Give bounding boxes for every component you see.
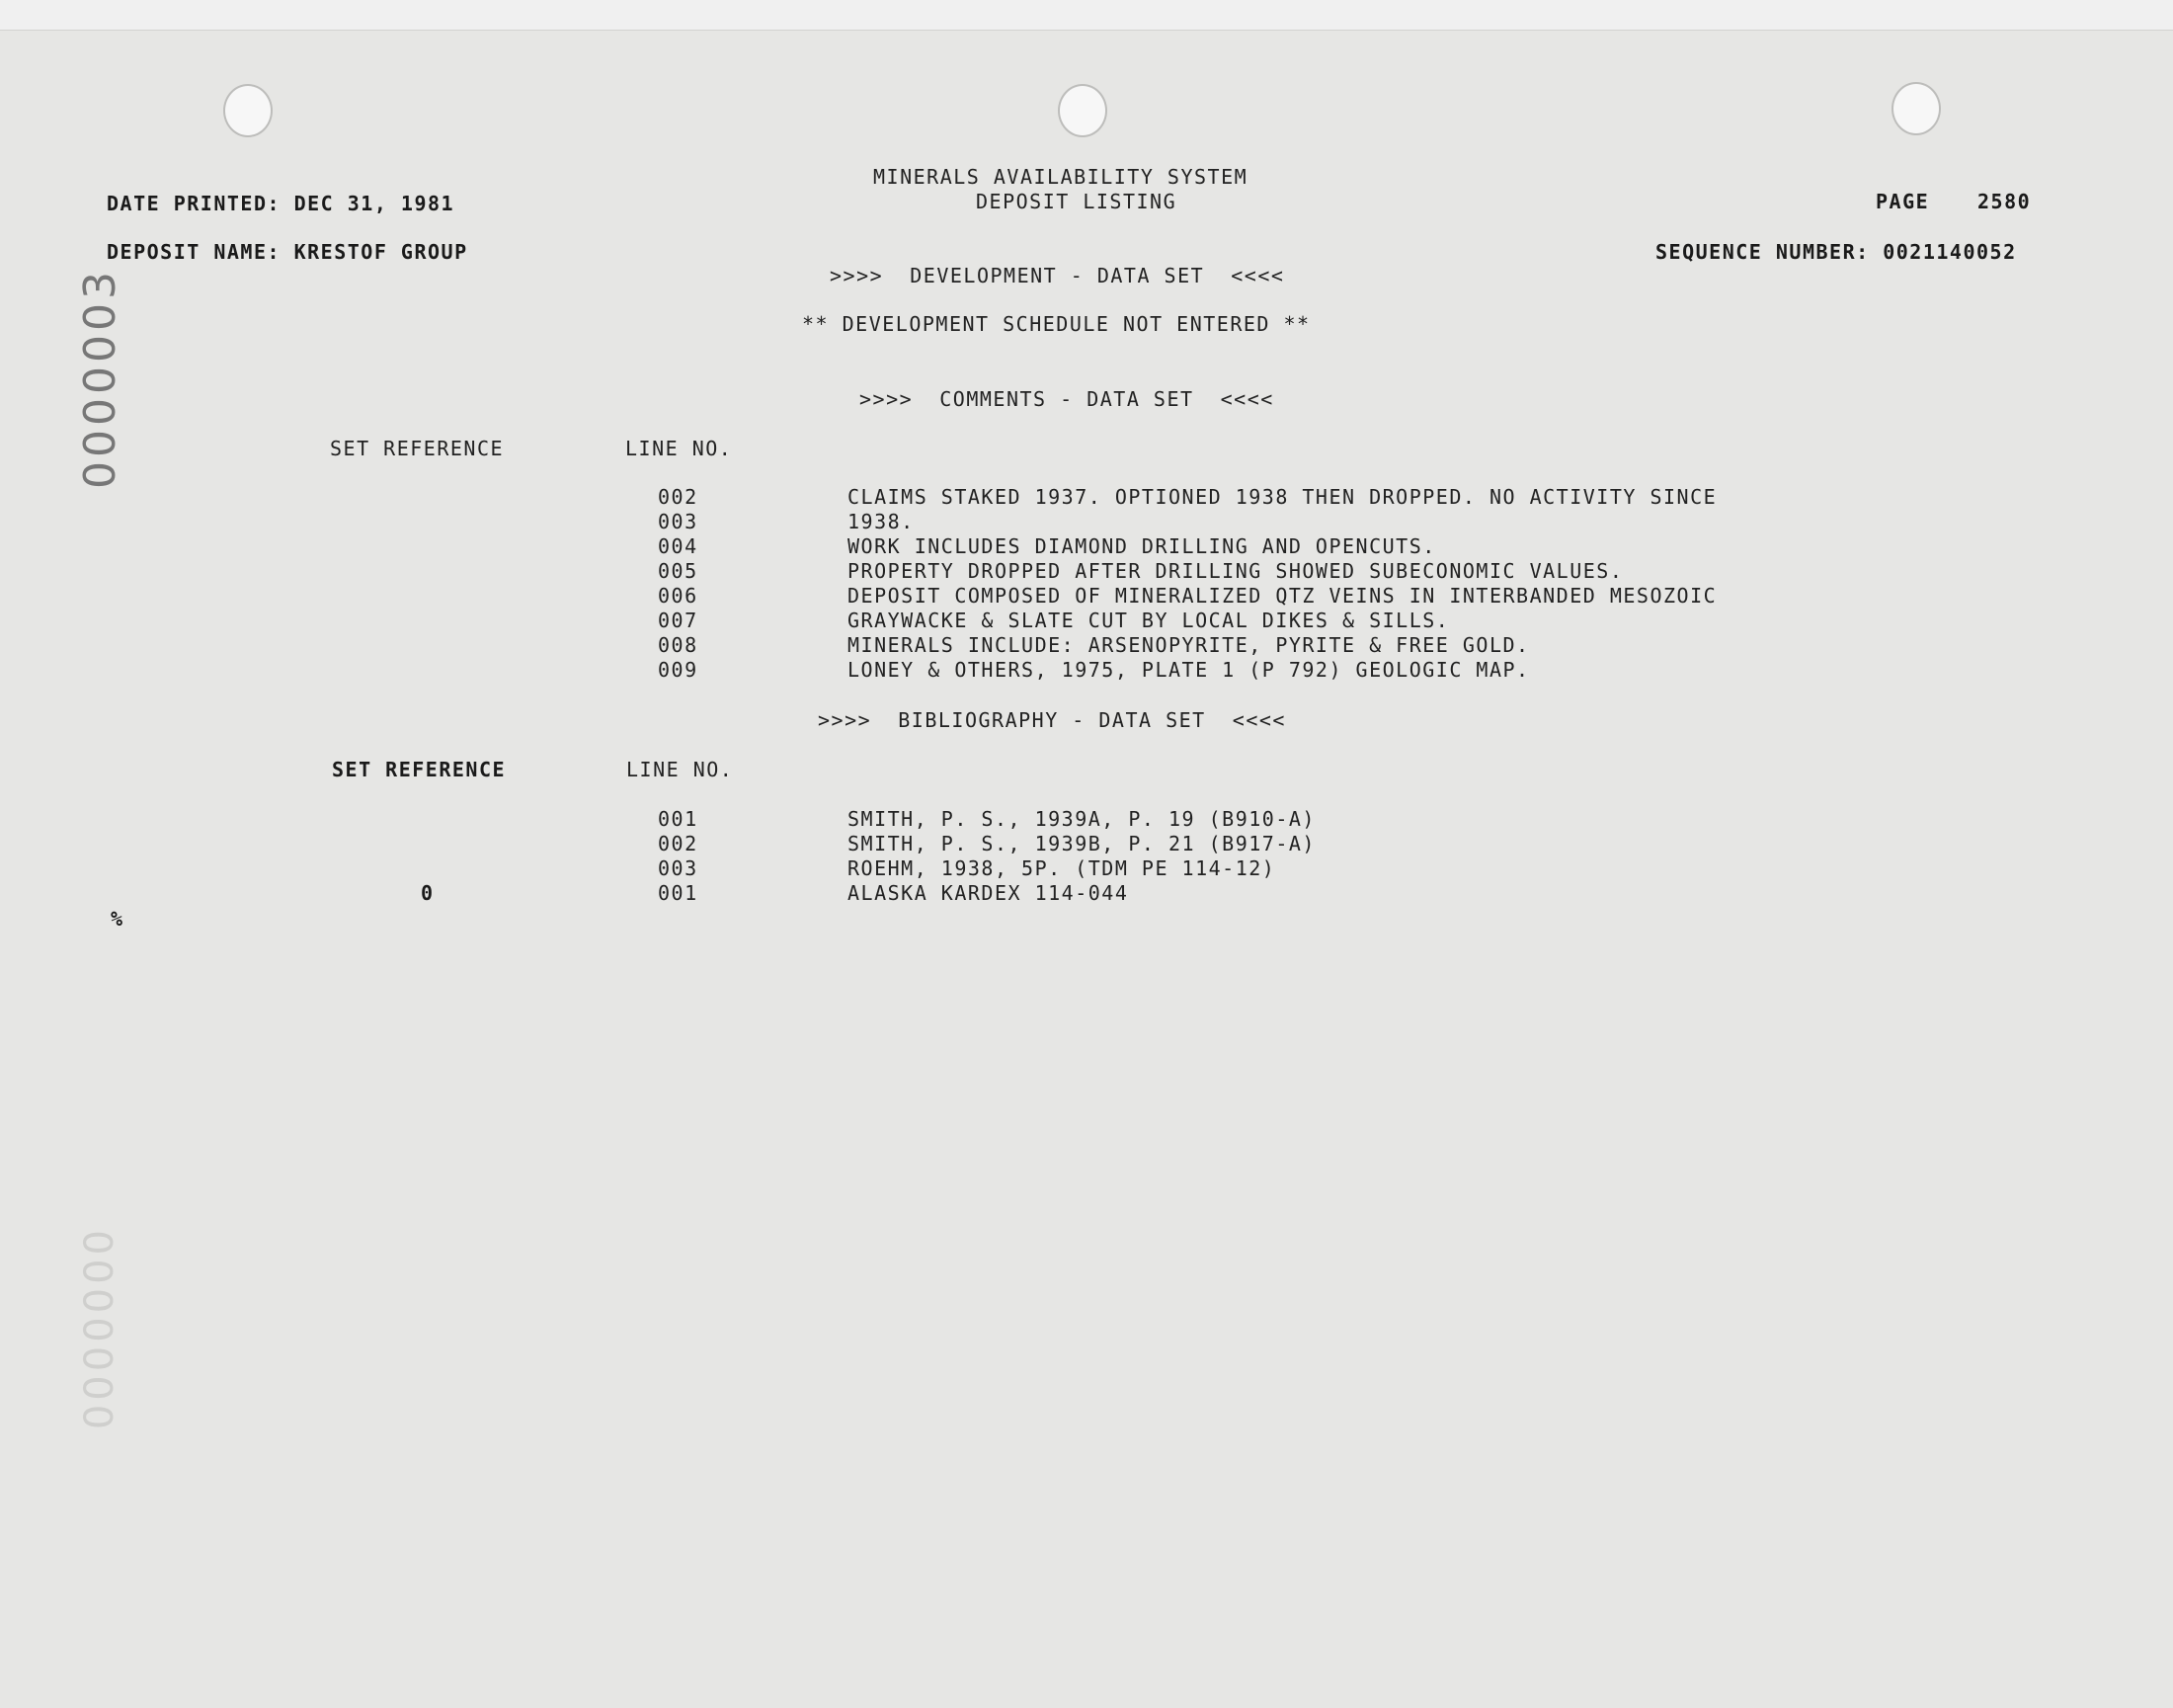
footer-mark: % [111,907,124,931]
comments-col-set-reference: SET REFERENCE [330,437,505,460]
line-number: 002 [658,832,698,855]
comment-text: GRAYWACKE & SLATE CUT BY LOCAL DIKES & SILLS. [847,609,1450,632]
line-number: 004 [658,534,698,558]
development-note: ** DEVELOPMENT SCHEDULE NOT ENTERED ** [802,312,1311,336]
development-heading: >>>> DEVELOPMENT - DATA SET <<<< [830,264,1285,287]
line-number: 009 [658,658,698,682]
system-title: MINERALS AVAILABILITY SYSTEM [873,165,1248,189]
line-number: 003 [658,510,698,533]
comment-text: PROPERTY DROPPED AFTER DRILLING SHOWED SUBECONOMIC VALUES. [847,559,1624,583]
comment-text: 1938. [847,510,915,533]
comment-text: DEPOSIT COMPOSED OF MINERALIZED QTZ VEINS IN INTERBANDED MESOZOIC [847,584,1718,608]
line-number: 005 [658,559,698,583]
line-number: 002 [658,485,698,509]
punch-hole-right [1891,82,1941,135]
comments-col-line-no: LINE NO. [625,437,733,460]
comment-text: CLAIMS STAKED 1937. OPTIONED 1938 THEN DROPPED. NO ACTIVITY SINCE [847,485,1718,509]
line-number: 001 [658,881,698,905]
punch-hole-left [223,84,273,137]
comment-text: LONEY & OTHERS, 1975, PLATE 1 (P 792) GEOLOGIC MAP. [847,658,1530,682]
punch-hole-center [1058,84,1107,137]
citation-text: SMITH, P. S., 1939B, P. 21 (B917-A) [847,832,1316,855]
margin-stamp-faint: 0000000 [77,1226,122,1430]
citation-text: SMITH, P. S., 1939A, P. 19 (B910-A) [847,807,1316,831]
comment-text: WORK INCLUDES DIAMOND DRILLING AND OPENCUTS. [847,534,1436,558]
set-reference: 0 [421,881,435,905]
line-number: 001 [658,807,698,831]
comment-text: MINERALS INCLUDE: ARSENOPYRITE, PYRITE & FREE GOLD. [847,633,1530,657]
line-number: 008 [658,633,698,657]
bibliography-heading: >>>> BIBLIOGRAPHY - DATA SET <<<< [818,708,1286,732]
date-printed: DATE PRINTED: DEC 31, 1981 [107,192,455,215]
citation-text: ALASKA KARDEX 114-044 [847,881,1129,905]
comments-heading: >>>> COMMENTS - DATA SET <<<< [859,387,1274,411]
line-number: 007 [658,609,698,632]
margin-stamp: 0000003 [75,268,125,489]
citation-text: ROEHM, 1938, 5P. (TDM PE 114-12) [847,856,1276,880]
deposit-name: DEPOSIT NAME: KRESTOF GROUP [107,240,468,264]
document-sheet [0,30,2173,1708]
sequence-number: SEQUENCE NUMBER: 0021140052 [1655,240,2017,264]
bibliography-col-line-no: LINE NO. [626,758,734,781]
bibliography-col-set-reference: SET REFERENCE [332,758,507,781]
page-number: 2580 [1977,190,2032,213]
page-label: PAGE [1876,190,1930,213]
line-number: 006 [658,584,698,608]
listing-title: DEPOSIT LISTING [976,190,1177,213]
line-number: 003 [658,856,698,880]
